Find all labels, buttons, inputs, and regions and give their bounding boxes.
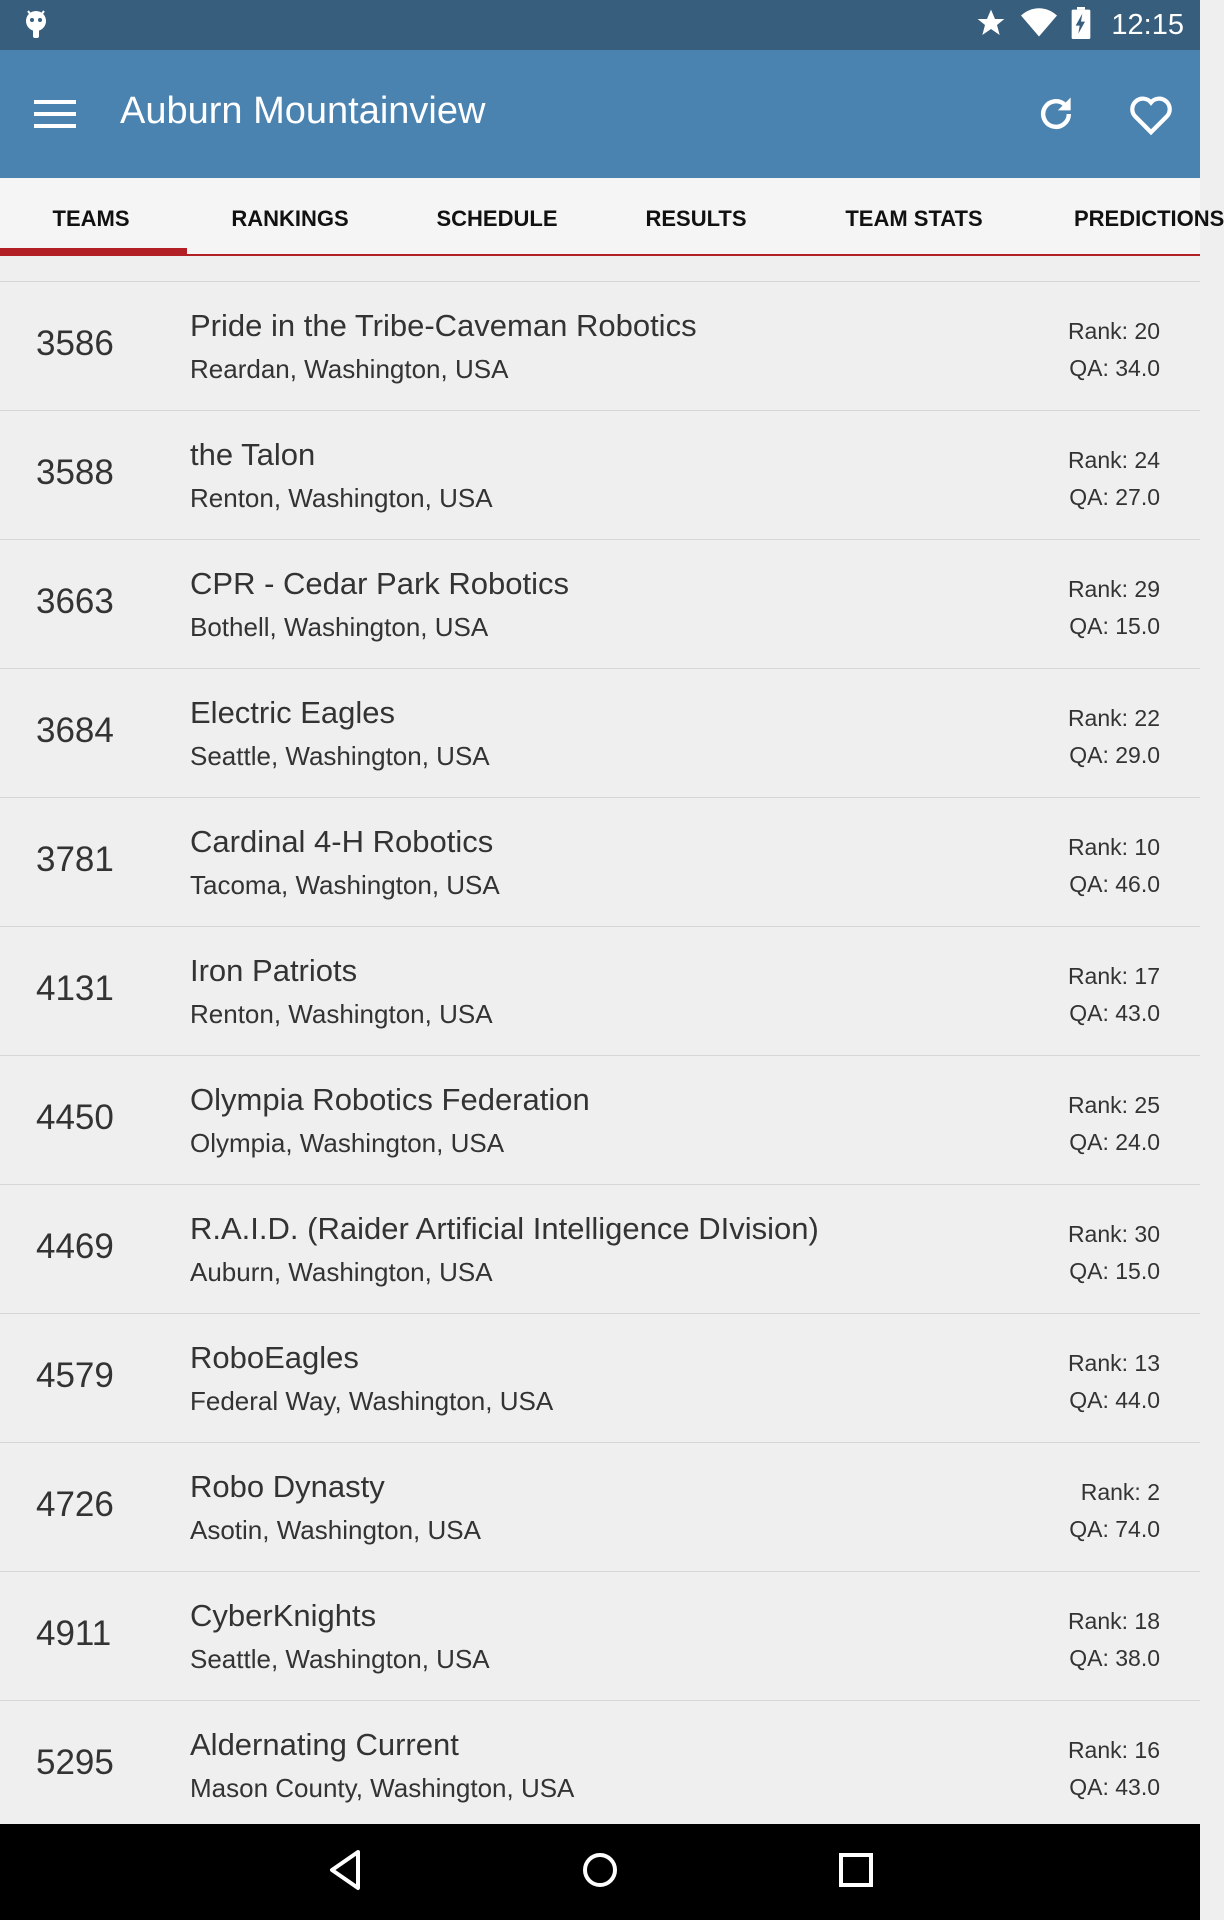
list-item[interactable] <box>0 1056 1200 1185</box>
back-icon[interactable] <box>324 1846 368 1899</box>
status-bar <box>0 0 1200 50</box>
team-location: Auburn, Washington, USA <box>190 1257 493 1287</box>
team-qa: QA: 43.0 <box>1069 1774 1160 1800</box>
team-name: Robo Dynasty <box>190 1469 385 1504</box>
team-number: 3663 <box>36 582 114 621</box>
tab-teams[interactable]: TEAMS <box>52 206 130 231</box>
page-title: Auburn Mountainview <box>120 90 486 132</box>
tab-results[interactable]: RESULTS <box>645 206 747 231</box>
team-qa: QA: 27.0 <box>1069 484 1160 510</box>
team-name: Pride in the Tribe-Caveman Robotics <box>190 308 697 343</box>
refrsh-icon[interactable] <box>1034 92 1078 141</box>
team-name: Iron Patriots <box>190 953 358 988</box>
team-name: CyberKnights <box>190 1598 377 1633</box>
status-time: 12:15 <box>1111 8 1184 41</box>
tab-team-stats[interactable]: TEAM STATS <box>845 206 983 231</box>
team-name: CPR - Cedar Park Robotics <box>190 566 570 601</box>
team-location: Asotin, Washington, USA <box>190 1515 481 1545</box>
list-item[interactable] <box>0 798 1200 927</box>
team-location: Mason County, Washington, USA <box>190 1773 575 1803</box>
heart-icon[interactable] <box>1128 92 1174 141</box>
team-qa: QA: 43.0 <box>1069 1000 1160 1026</box>
team-rank: Rank: 29 <box>1067 576 1160 602</box>
team-qa: QA: 24.0 <box>1069 1129 1160 1155</box>
team-location: Bothell, Washington, USA <box>190 612 489 642</box>
team-number: 4450 <box>36 1098 114 1137</box>
team-rank: Rank: 20 <box>1067 318 1160 344</box>
list-item[interactable] <box>0 282 1200 411</box>
team-rank: Rank: 10 <box>1067 834 1160 860</box>
menu-icon[interactable] <box>34 96 78 132</box>
team-location: Federal Way, Washington, USA <box>190 1386 554 1416</box>
team-qa: QA: 74.0 <box>1069 1516 1160 1542</box>
team-rank: Rank: 13 <box>1067 1350 1160 1376</box>
team-rank: Rank: 17 <box>1067 963 1160 989</box>
team-number: 4469 <box>36 1227 114 1266</box>
team-qa: QA: 34.0 <box>1069 355 1160 381</box>
team-number: 3684 <box>36 711 114 750</box>
tab-indicator <box>0 248 187 256</box>
team-name: RoboEagles <box>190 1340 359 1375</box>
team-number: 4579 <box>36 1356 114 1395</box>
home-icon[interactable] <box>578 1846 622 1899</box>
tab-rankings[interactable]: RANKINGS <box>231 206 349 231</box>
team-location: Renton, Washington, USA <box>190 999 493 1029</box>
team-qa: QA: 38.0 <box>1069 1645 1160 1671</box>
navigation-bar <box>0 1824 1200 1920</box>
team-qa: QA: 46.0 <box>1069 871 1160 897</box>
list-item[interactable] <box>0 1572 1200 1701</box>
team-name: Aldernating Current <box>190 1727 459 1762</box>
team-number: 3588 <box>36 453 114 492</box>
team-name: Cardinal 4-H Robotics <box>190 824 494 859</box>
team-qa: QA: 44.0 <box>1069 1387 1160 1413</box>
tab-schedule[interactable]: SCHEDULE <box>436 206 558 231</box>
team-name: Olympia Robotics Federation <box>190 1082 590 1117</box>
star-icon <box>975 7 1007 44</box>
team-location: Seattle, Washington, USA <box>190 1644 490 1674</box>
team-rank: Rank: 25 <box>1067 1092 1160 1118</box>
team-name: Electric Eagles <box>190 695 396 730</box>
team-number: 3781 <box>36 840 114 879</box>
team-location: Tacoma, Washington, USA <box>190 870 500 900</box>
battery-charging-icon <box>1071 7 1091 44</box>
team-rank: Rank: 24 <box>1067 447 1160 473</box>
tab-predictions[interactable]: PREDICTIONS <box>1074 206 1224 231</box>
team-name: R.A.I.D. (Raider Artificial Intelligence DIvision) <box>190 1211 819 1246</box>
list-item[interactable] <box>0 411 1200 540</box>
team-location: Olympia, Washington, USA <box>190 1128 505 1158</box>
app-bar <box>0 50 1200 178</box>
team-number: 4131 <box>36 969 114 1008</box>
team-rank: Rank: 16 <box>1067 1737 1160 1763</box>
team-number: 5295 <box>36 1743 114 1782</box>
team-location: Reardan, Washington, USA <box>190 354 509 384</box>
team-location: Renton, Washington, USA <box>190 483 493 513</box>
team-rank: Rank: 2 <box>1080 1479 1160 1505</box>
team-qa: QA: 29.0 <box>1069 742 1160 768</box>
team-number: 4726 <box>36 1485 114 1524</box>
list-item[interactable] <box>0 669 1200 798</box>
list-item[interactable] <box>0 1701 1200 1830</box>
team-qa: QA: 15.0 <box>1069 613 1160 639</box>
team-rank: Rank: 30 <box>1067 1221 1160 1247</box>
list-item[interactable] <box>0 540 1200 669</box>
list-item[interactable] <box>0 1314 1200 1443</box>
android-notification-icon <box>22 8 50 45</box>
recents-icon[interactable] <box>834 1846 878 1899</box>
list-item[interactable] <box>0 927 1200 1056</box>
team-location: Seattle, Washington, USA <box>190 741 490 771</box>
team-rank: Rank: 18 <box>1067 1608 1160 1634</box>
team-name: the Talon <box>190 437 316 472</box>
team-number: 3586 <box>36 324 114 363</box>
wifi-icon <box>1021 8 1057 43</box>
team-rank: Rank: 22 <box>1067 705 1160 731</box>
team-qa: QA: 15.0 <box>1069 1258 1160 1284</box>
team-list[interactable] <box>0 256 1200 1824</box>
list-item[interactable] <box>0 1443 1200 1572</box>
team-number: 4911 <box>36 1614 112 1653</box>
tab-bar <box>0 178 1224 256</box>
list-item[interactable] <box>0 1185 1200 1314</box>
